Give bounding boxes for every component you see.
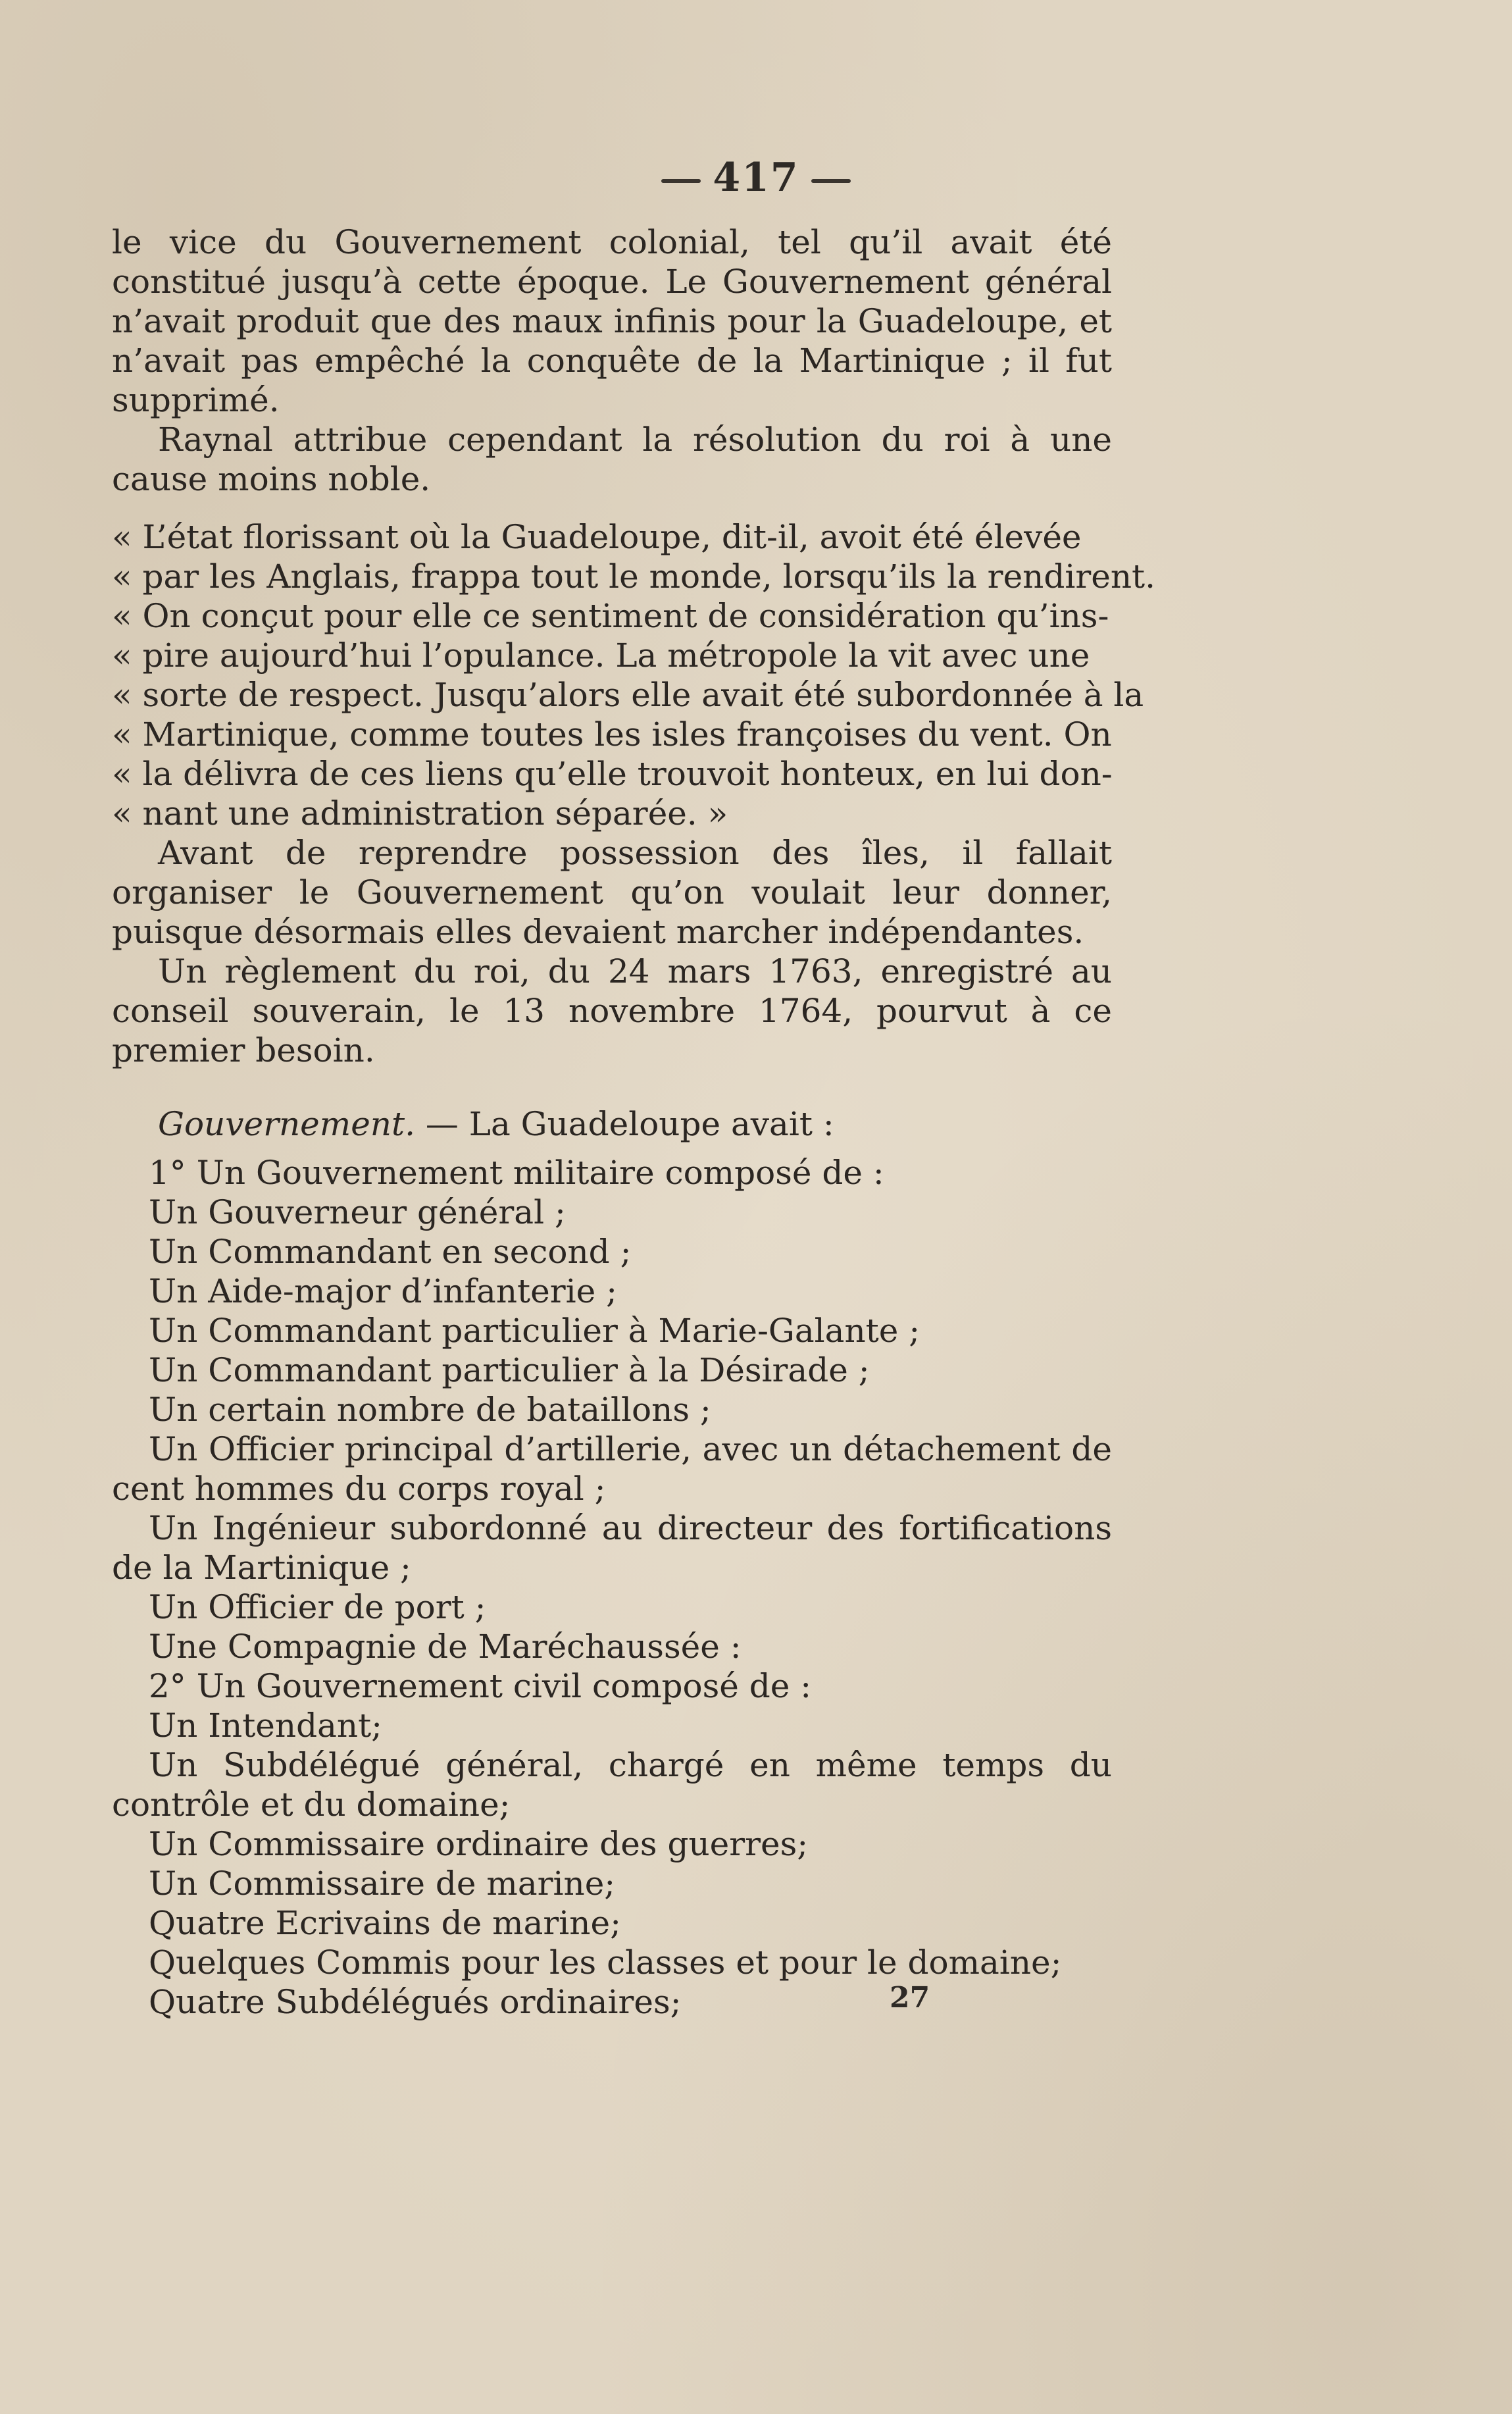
quote-line: « sorte de respect. Jusqu’alors elle avait été subordonnée à la	[112, 676, 1144, 714]
list-item: Une Compagnie de Maréchaussée :	[149, 1628, 742, 1666]
raynal-quote	[112, 517, 1156, 833]
page-body	[112, 222, 1156, 2022]
list-item: Un Commandant particulier à Marie-Galante ;	[149, 1312, 920, 1350]
signature-mark: 27	[890, 1981, 930, 2015]
civil-heading: 2° Un Gouvernement civil composé de :	[149, 1667, 812, 1705]
paragraph-3: Avant de reprendre possession des îles, il fallait organiser le Gouvernement qu’on voulait leur donner, puisque désormais elles devaient marcher indépendantes.	[112, 834, 1112, 951]
page-header	[0, 155, 1512, 201]
paragraph-1: le vice du Gouvernement colonial, tel qu’il avait été constitué jusqu’à cette époque. Le Gouvernement général n’avait produit que des maux infinis pour la Guadeloupe, et n’avait pas empêché la conquête de la Martinique ; il fut supprimé.	[112, 223, 1112, 419]
section-title-italic: Gouvernement.	[158, 1105, 415, 1143]
list-item: Un Officier de port ;	[149, 1588, 486, 1626]
list-item: Un Ingénieur subordonné au directeur des fortifications de la Martinique ;	[112, 1509, 1112, 1587]
list-item: Un Aide-major d’infanterie ;	[149, 1272, 617, 1310]
list-item: Quatre Subdélégués ordinaires;	[149, 1983, 682, 2021]
list-item: Un Commandant particulier à la Désirade ;	[149, 1351, 870, 1389]
list-item: Un Commissaire ordinaire des guerres;	[149, 1825, 809, 1863]
section-title-rest: — La Guadeloupe avait :	[415, 1105, 834, 1143]
quote-line: « On conçut pour elle ce sentiment de considération qu’ins-	[112, 597, 1109, 635]
quote-line: « Martinique, comme toutes les isles françoises du vent. On	[112, 715, 1112, 754]
header-ornament-right	[811, 179, 851, 183]
paragraph-2: Raynal attribue cependant la résolution du roi à une cause moins noble.	[112, 421, 1112, 498]
list-item: Un certain nombre de bataillons ;	[149, 1391, 711, 1429]
quote-line: « nant une administration séparée. »	[112, 794, 728, 833]
list-item: Un Officier principal d’artillerie, avec un détachement de cent hommes du corps royal ;	[112, 1430, 1112, 1508]
section-title	[112, 1104, 1112, 1144]
quote-line: « par les Anglais, frappa tout le monde, lorsqu’ils la rendirent.	[112, 557, 1156, 596]
list-item: Un Gouverneur général ;	[149, 1193, 566, 1231]
quote-line: « pire aujourd’hui l’opulance. La métropole la vit avec une	[112, 636, 1090, 675]
list-item: Un Commissaire de marine;	[149, 1864, 616, 1903]
paragraph-4: Un règlement du roi, du 24 mars 1763, enregistré au conseil souverain, le 13 novembre 1764, pourvut à ce premier besoin.	[112, 952, 1112, 1069]
header-ornament-left	[661, 179, 701, 183]
page-number: 417	[713, 155, 799, 201]
list-item: Quatre Ecrivains de marine;	[149, 1904, 621, 1942]
list-item: Un Intendant;	[149, 1707, 383, 1745]
quote-line: « L’état florissant où la Guadeloupe, dit-il, avoit été élevée	[112, 518, 1082, 556]
list-item: Un Commandant en second ;	[149, 1233, 632, 1271]
civil-list	[112, 1706, 1112, 2022]
military-list	[112, 1193, 1112, 1666]
list-item: Quelques Commis pour les classes et pour le domaine;	[149, 1943, 1062, 1982]
list-item: Un Subdélégué général, chargé en même temps du contrôle et du domaine;	[112, 1746, 1112, 1824]
quote-line: « la délivra de ces liens qu’elle trouvoit honteux, en lui don-	[112, 755, 1113, 793]
military-heading: 1° Un Gouvernement militaire composé de :	[149, 1154, 884, 1192]
